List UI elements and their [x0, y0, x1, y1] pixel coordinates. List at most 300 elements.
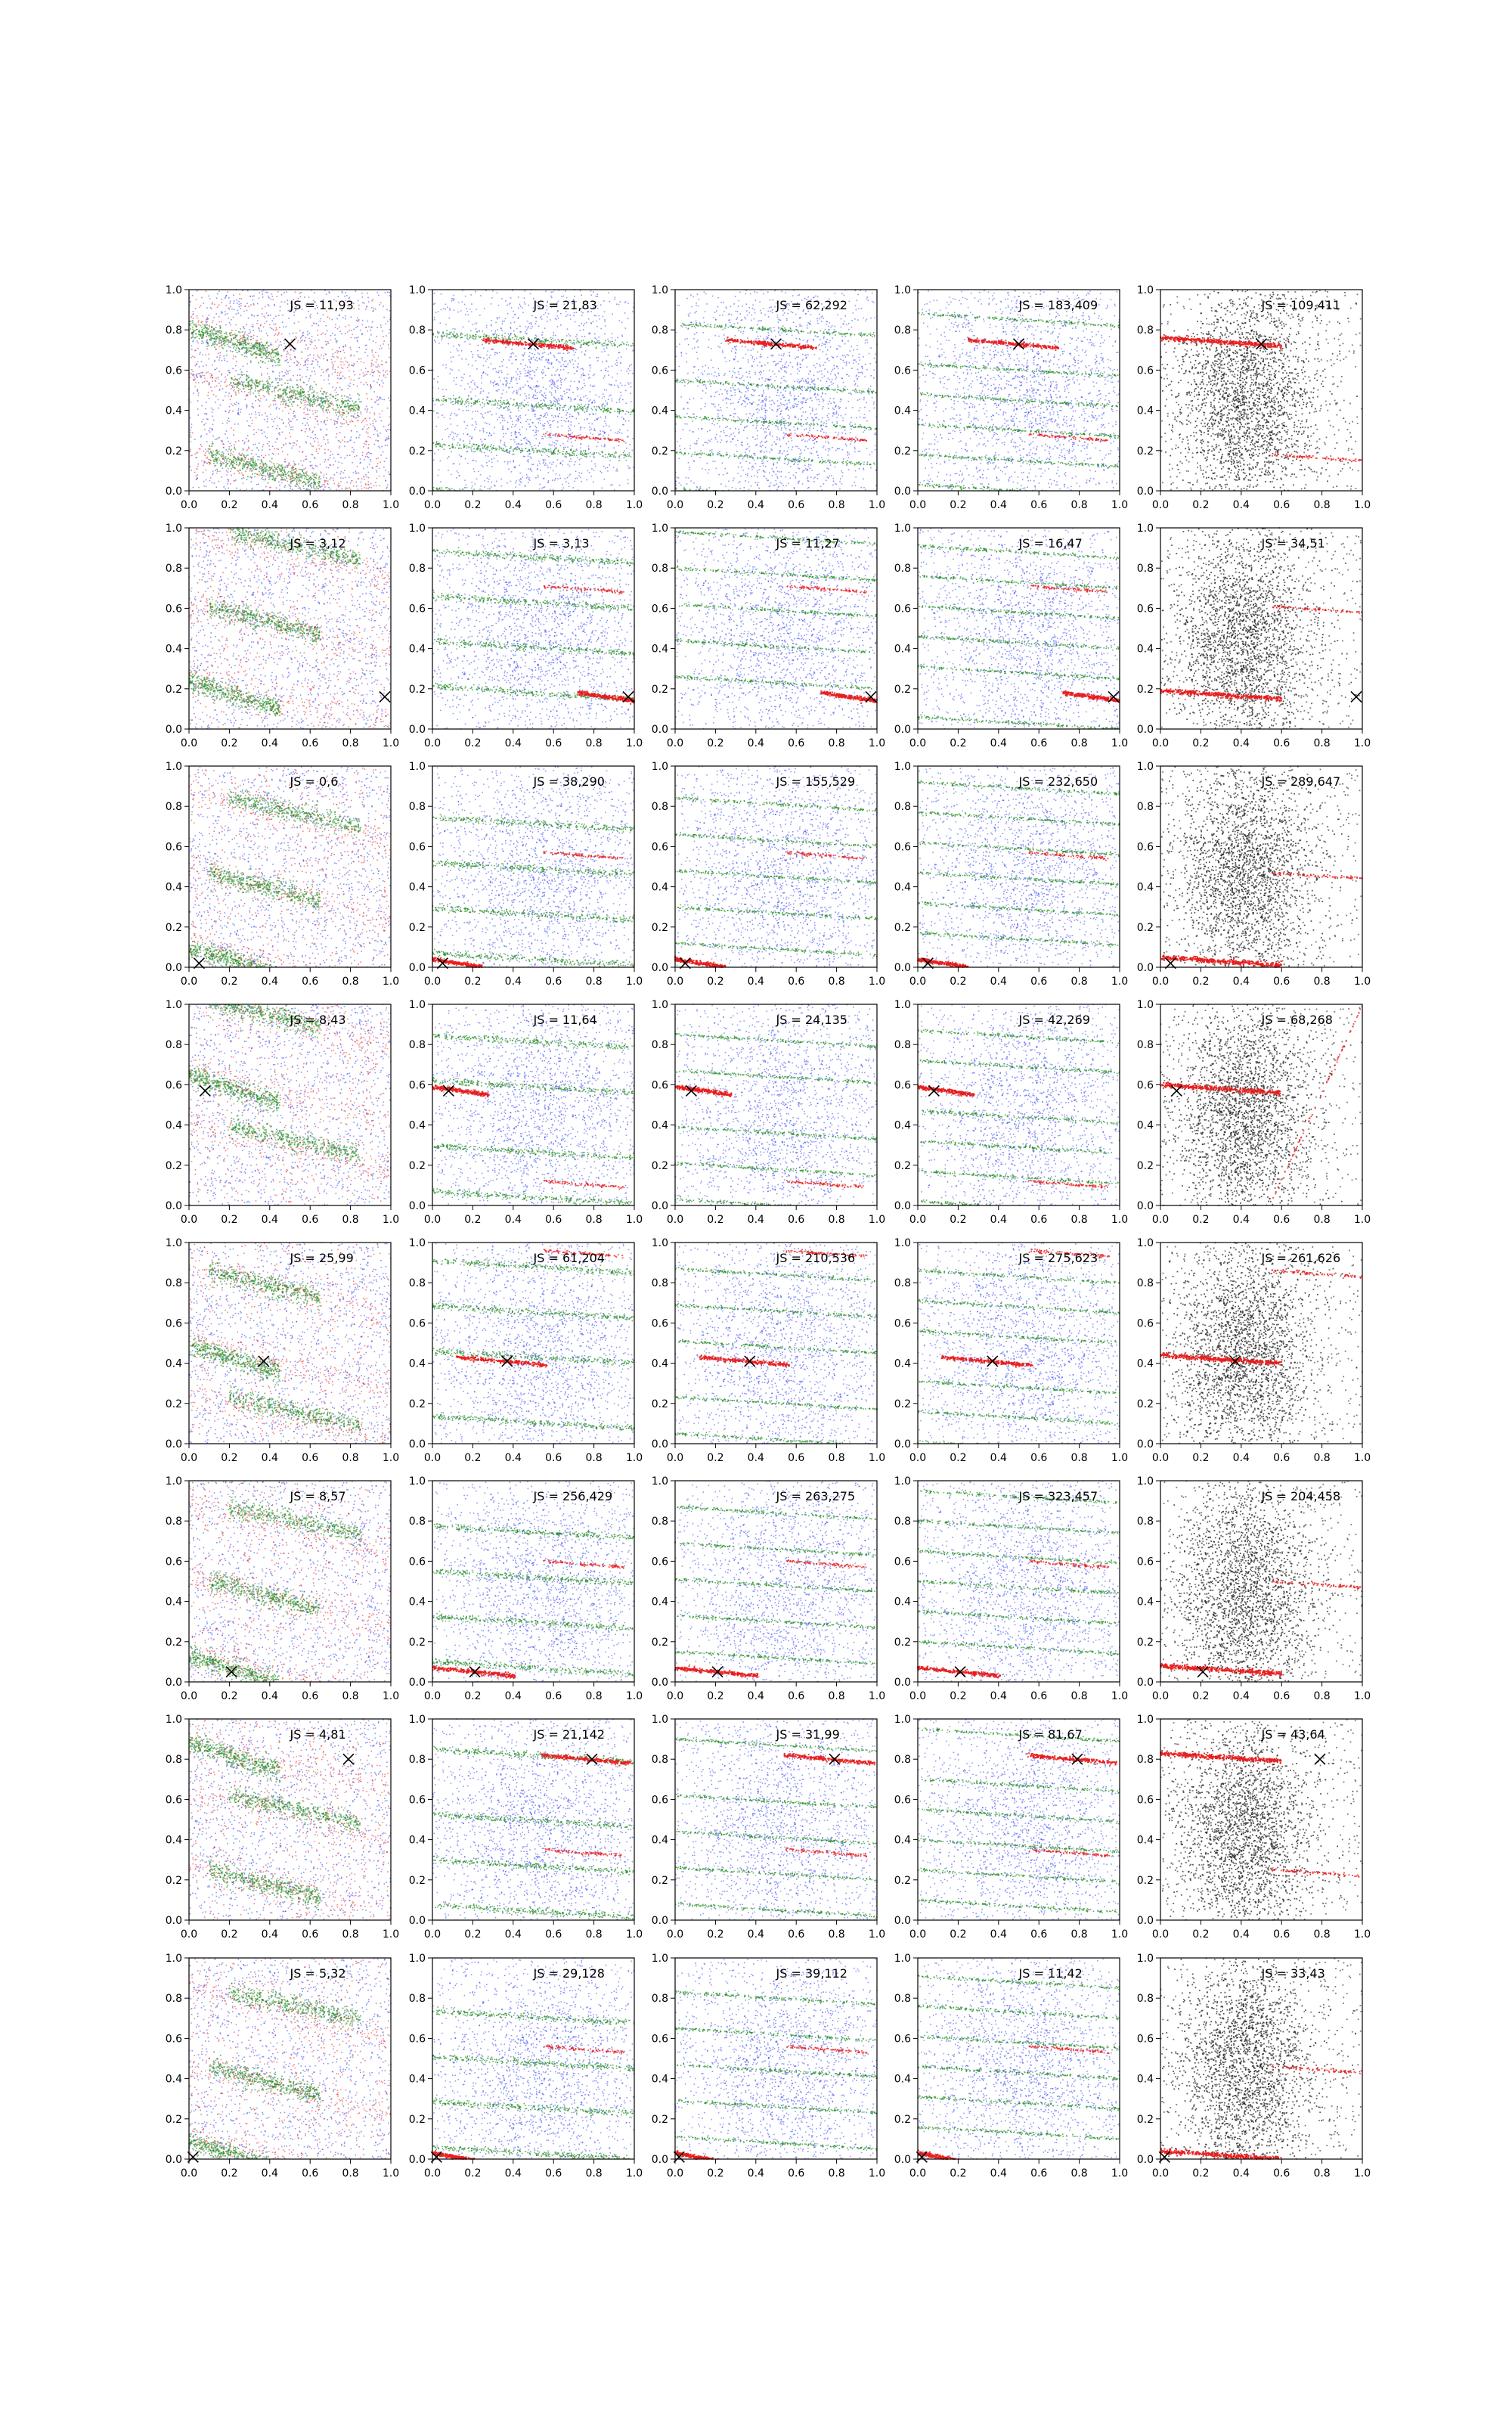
y-tick-label: 0.0 — [894, 962, 911, 974]
y-tick-label: 0.8 — [652, 1516, 668, 1528]
y-tick-label: 0.2 — [409, 1637, 426, 1649]
scatter-points — [674, 1242, 878, 1444]
y-tick-label: 1.0 — [166, 761, 182, 773]
y-tick-label: 0.8 — [166, 1277, 182, 1289]
x-tick-label: 0.2 — [1192, 1690, 1209, 1702]
scatter-points — [432, 1957, 634, 2160]
x-tick-label: 0.6 — [788, 976, 804, 988]
js-annotation: JS = 11,93 — [290, 298, 354, 312]
y-tick-label: 0.4 — [166, 644, 182, 656]
y-tick-label: 0.2 — [409, 445, 426, 458]
y-tick-label: 1.0 — [409, 284, 426, 296]
x-tick-label: 0.8 — [1070, 499, 1087, 511]
js-annotation: JS = 4,81 — [290, 1727, 346, 1742]
y-tick-label: 0.0 — [409, 2154, 426, 2166]
y-tick-label: 0.2 — [652, 1398, 668, 1410]
y-tick-label: 0.6 — [409, 841, 426, 853]
subplot-r4-c3 — [630, 995, 886, 1239]
y-tick-label: 1.0 — [409, 999, 426, 1011]
y-tick-label: 0.8 — [409, 1039, 426, 1051]
x-tick-label: 0.6 — [545, 499, 562, 511]
y-tick-label: 0.4 — [1137, 1835, 1154, 1847]
js-annotation: JS = 155,529 — [776, 774, 856, 789]
x-tick-label: 1.0 — [626, 2167, 643, 2180]
x-tick-label: 0.4 — [262, 499, 278, 511]
subplot-svg — [630, 1710, 886, 1953]
x-tick-label: 0.2 — [464, 1690, 481, 1702]
y-tick-label: 0.6 — [166, 1794, 182, 1806]
y-tick-label: 0.2 — [1137, 1637, 1154, 1649]
x-tick-label: 0.2 — [1192, 1452, 1209, 1464]
y-tick-label: 0.6 — [166, 365, 182, 377]
y-tick-label: 0.4 — [409, 2074, 426, 2086]
scatter-points — [675, 290, 878, 492]
scatter-points — [917, 1958, 1120, 2161]
subplot-svg — [630, 1233, 886, 1477]
y-tick-label: 1.0 — [894, 284, 911, 296]
subplot-svg — [1115, 995, 1371, 1239]
x-tick-label: 0.0 — [909, 737, 926, 749]
x-tick-label: 0.6 — [1030, 1928, 1047, 1941]
js-annotation: JS = 275,623 — [1018, 1251, 1098, 1265]
subplot-r1-c3 — [630, 281, 886, 524]
x-tick-label: 0.2 — [221, 976, 237, 988]
y-tick-label: 1.0 — [894, 1714, 911, 1726]
x-tick-label: 0.6 — [1273, 1214, 1290, 1226]
axes-frame — [918, 1958, 1120, 2159]
y-tick-label: 0.8 — [652, 1993, 668, 2005]
y-tick-label: 1.0 — [894, 999, 911, 1011]
subplot-svg — [1115, 519, 1371, 762]
x-tick-label: 0.4 — [262, 2167, 278, 2180]
y-tick-label: 1.0 — [652, 1475, 668, 1488]
y-tick-label: 1.0 — [894, 1237, 911, 1249]
y-tick-label: 0.4 — [894, 644, 911, 656]
y-tick-label: 1.0 — [652, 999, 668, 1011]
x-tick-label: 0.6 — [1273, 1452, 1290, 1464]
x-tick-label: 0.4 — [262, 1214, 278, 1226]
x-tick-label: 0.8 — [1070, 2167, 1087, 2180]
y-tick-label: 1.0 — [1137, 1953, 1154, 1965]
y-tick-label: 0.4 — [166, 882, 182, 894]
y-tick-label: 0.2 — [894, 445, 911, 458]
x-tick-label: 1.0 — [626, 1690, 643, 1702]
x-tick-label: 1.0 — [383, 499, 399, 511]
y-tick-label: 1.0 — [1137, 284, 1154, 296]
y-tick-label: 0.6 — [409, 603, 426, 615]
y-tick-label: 0.4 — [166, 405, 182, 417]
y-tick-label: 0.6 — [409, 1317, 426, 1329]
y-tick-label: 0.8 — [409, 1277, 426, 1289]
y-tick-label: 0.2 — [166, 445, 182, 458]
x-tick-label: 0.8 — [342, 1690, 358, 1702]
x-tick-label: 0.0 — [424, 2167, 441, 2180]
y-tick-label: 0.2 — [166, 1160, 182, 1172]
y-tick-label: 0.6 — [409, 1556, 426, 1568]
y-tick-label: 1.0 — [409, 523, 426, 535]
axes-frame — [432, 766, 634, 967]
subplot-svg — [630, 757, 886, 1001]
x-tick-label: 0.4 — [748, 1214, 764, 1226]
y-tick-label: 0.4 — [166, 1120, 182, 1132]
x-tick-label: 0.2 — [464, 737, 481, 749]
x-tick-label: 0.6 — [302, 1928, 318, 1941]
y-tick-label: 1.0 — [894, 1953, 911, 1965]
js-annotation: JS = 3,12 — [290, 536, 346, 551]
scatter-points — [917, 290, 1120, 492]
js-annotation: JS = 109,411 — [1261, 298, 1341, 312]
y-tick-label: 1.0 — [652, 284, 668, 296]
scatter-points — [188, 766, 391, 968]
x-tick-label: 0.0 — [181, 499, 197, 511]
y-tick-label: 0.2 — [1137, 1398, 1154, 1410]
subplot-svg — [1115, 757, 1371, 1001]
x-tick-label: 1.0 — [383, 1452, 399, 1464]
x-tick-label: 0.2 — [707, 1214, 723, 1226]
y-tick-label: 0.0 — [652, 2154, 668, 2166]
x-tick-label: 0.0 — [667, 737, 683, 749]
x-tick-label: 0.4 — [505, 976, 522, 988]
y-tick-label: 0.4 — [652, 1596, 668, 1609]
y-tick-label: 1.0 — [166, 1953, 182, 1965]
x-tick-label: 0.0 — [667, 1214, 683, 1226]
y-tick-label: 0.8 — [409, 324, 426, 337]
scatter-points — [432, 289, 634, 492]
axes-frame — [1160, 766, 1362, 967]
y-tick-label: 0.0 — [1137, 1915, 1154, 1927]
js-annotation: JS = 3,13 — [533, 536, 590, 551]
y-tick-label: 0.8 — [166, 563, 182, 575]
subplot-r5-c3 — [630, 1233, 886, 1477]
x-tick-label: 0.0 — [181, 1214, 197, 1226]
y-tick-label: 0.0 — [1137, 962, 1154, 974]
x-tick-label: 0.6 — [545, 1690, 562, 1702]
y-tick-label: 0.0 — [894, 1915, 911, 1927]
x-tick-label: 0.6 — [788, 1928, 804, 1941]
x-tick-label: 0.8 — [585, 976, 602, 988]
y-tick-label: 0.6 — [652, 841, 668, 853]
y-tick-label: 0.4 — [1137, 1596, 1154, 1609]
y-tick-label: 0.6 — [166, 1317, 182, 1329]
y-tick-label: 0.8 — [894, 1516, 911, 1528]
y-tick-label: 0.0 — [1137, 1200, 1154, 1212]
y-tick-label: 0.8 — [894, 324, 911, 337]
x-tick-label: 0.8 — [342, 1928, 358, 1941]
scatter-points — [917, 1719, 1120, 1921]
y-tick-label: 1.0 — [1137, 761, 1154, 773]
y-tick-label: 0.8 — [894, 801, 911, 813]
x-tick-label: 0.4 — [262, 737, 278, 749]
y-tick-label: 0.8 — [166, 801, 182, 813]
x-tick-label: 0.4 — [748, 1452, 764, 1464]
x-tick-label: 1.0 — [1354, 1690, 1371, 1702]
y-tick-label: 0.8 — [166, 324, 182, 337]
y-tick-label: 0.0 — [894, 1677, 911, 1689]
y-tick-label: 0.4 — [166, 1596, 182, 1609]
subplot-r3-c5 — [1115, 757, 1371, 1001]
y-tick-label: 1.0 — [409, 761, 426, 773]
subplot-svg — [144, 1233, 400, 1477]
subplot-svg — [872, 1472, 1129, 1715]
x-tick-label: 0.2 — [464, 1452, 481, 1464]
x-tick-label: 0.6 — [302, 2167, 318, 2180]
subplot-svg — [387, 281, 643, 524]
y-tick-label: 0.6 — [652, 1794, 668, 1806]
js-annotation: JS = 261,626 — [1261, 1251, 1341, 1265]
x-tick-label: 0.2 — [464, 2167, 481, 2180]
x-marker — [1315, 1754, 1325, 1764]
y-tick-label: 0.4 — [1137, 405, 1154, 417]
y-tick-label: 0.6 — [166, 603, 182, 615]
x-tick-label: 0.0 — [424, 737, 441, 749]
js-annotation: JS = 183,409 — [1018, 298, 1098, 312]
x-tick-label: 0.8 — [1070, 1452, 1087, 1464]
x-tick-label: 0.0 — [909, 499, 926, 511]
y-tick-label: 0.2 — [166, 1398, 182, 1410]
scatter-points — [188, 1958, 392, 2160]
x-tick-label: 1.0 — [1111, 976, 1128, 988]
x-tick-label: 0.6 — [545, 737, 562, 749]
y-tick-label: 0.8 — [1137, 1039, 1154, 1051]
x-tick-label: 0.4 — [505, 737, 522, 749]
x-tick-label: 0.0 — [1152, 1690, 1169, 1702]
x-tick-label: 1.0 — [869, 1690, 885, 1702]
x-tick-label: 0.4 — [990, 1928, 1007, 1941]
x-tick-label: 1.0 — [383, 1928, 399, 1941]
x-tick-label: 0.0 — [667, 2167, 683, 2180]
js-annotation: JS = 25,99 — [290, 1251, 354, 1265]
subplot-svg — [144, 1710, 400, 1953]
x-tick-label: 0.8 — [1313, 1928, 1330, 1941]
y-tick-label: 0.0 — [894, 724, 911, 736]
y-tick-label: 0.2 — [652, 2114, 668, 2126]
x-tick-label: 0.0 — [909, 1214, 926, 1226]
x-tick-label: 0.8 — [585, 499, 602, 511]
x-tick-label: 1.0 — [869, 1452, 885, 1464]
y-tick-label: 0.4 — [652, 1120, 668, 1132]
subplot-svg — [387, 1949, 643, 2192]
y-tick-label: 0.6 — [409, 1079, 426, 1091]
y-tick-label: 0.8 — [1137, 1516, 1154, 1528]
y-tick-label: 0.6 — [894, 1794, 911, 1806]
js-annotation: JS = 8,43 — [290, 1013, 346, 1027]
x-tick-label: 0.4 — [1233, 737, 1250, 749]
y-tick-label: 0.8 — [409, 1516, 426, 1528]
x-tick-label: 0.8 — [1070, 1690, 1087, 1702]
y-tick-label: 0.2 — [652, 1637, 668, 1649]
y-tick-label: 0.0 — [652, 962, 668, 974]
js-annotation: JS = 43,64 — [1261, 1727, 1325, 1742]
x-tick-label: 0.2 — [464, 1928, 481, 1941]
x-tick-label: 0.8 — [1313, 1690, 1330, 1702]
scatter-points — [675, 1719, 878, 1921]
y-tick-label: 0.2 — [894, 2114, 911, 2126]
y-tick-label: 1.0 — [409, 1475, 426, 1488]
x-tick-label: 0.6 — [1273, 737, 1290, 749]
y-tick-label: 0.4 — [409, 1596, 426, 1609]
x-tick-label: 1.0 — [383, 737, 399, 749]
x-tick-label: 0.4 — [990, 976, 1007, 988]
x-tick-label: 0.0 — [667, 1690, 683, 1702]
x-tick-label: 0.2 — [707, 1690, 723, 1702]
x-tick-label: 0.0 — [909, 2167, 926, 2180]
y-tick-label: 0.0 — [166, 1200, 182, 1212]
y-tick-label: 0.6 — [166, 1556, 182, 1568]
y-tick-label: 0.4 — [1137, 882, 1154, 894]
js-annotation: JS = 42,269 — [1018, 1013, 1090, 1027]
subplot-svg — [630, 281, 886, 524]
x-tick-label: 0.6 — [302, 1214, 318, 1226]
y-tick-label: 0.8 — [1137, 324, 1154, 337]
y-tick-label: 0.0 — [409, 1915, 426, 1927]
subplot-r3-c4 — [872, 757, 1129, 1001]
x-tick-label: 1.0 — [1354, 2167, 1371, 2180]
x-tick-label: 0.8 — [585, 1452, 602, 1464]
y-tick-label: 0.4 — [894, 1835, 911, 1847]
subplot-svg — [872, 1710, 1129, 1953]
x-tick-label: 0.6 — [1030, 2167, 1047, 2180]
y-tick-label: 0.8 — [166, 1516, 182, 1528]
scatter-points — [917, 1480, 1120, 1682]
y-tick-label: 0.8 — [652, 801, 668, 813]
x-tick-label: 0.6 — [788, 737, 804, 749]
js-annotation: JS = 24,135 — [776, 1013, 847, 1027]
x-tick-label: 0.0 — [181, 1452, 197, 1464]
y-tick-label: 0.8 — [1137, 1754, 1154, 1766]
scatter-points — [917, 765, 1120, 968]
y-tick-label: 0.8 — [894, 1277, 911, 1289]
x-tick-label: 0.8 — [828, 499, 844, 511]
x-tick-label: 0.0 — [667, 1452, 683, 1464]
x-tick-label: 0.2 — [1192, 499, 1209, 511]
js-annotation: JS = 62,292 — [776, 298, 847, 312]
x-tick-label: 0.0 — [181, 1928, 197, 1941]
js-annotation: JS = 29,128 — [533, 1966, 605, 1981]
subplot-r3-c3 — [630, 757, 886, 1001]
scatter-points — [432, 1481, 634, 1683]
js-annotation: JS = 210,536 — [776, 1251, 856, 1265]
x-tick-label: 1.0 — [869, 2167, 885, 2180]
y-tick-label: 0.6 — [409, 365, 426, 377]
subplot-r6-c5 — [1115, 1472, 1371, 1715]
subplot-svg — [872, 1949, 1129, 2192]
axes-frame — [675, 1719, 877, 1920]
y-tick-label: 0.0 — [166, 1677, 182, 1689]
subplot-r2-c1 — [144, 519, 400, 762]
y-tick-label: 1.0 — [166, 1714, 182, 1726]
scatter-points — [432, 1004, 635, 1206]
scatter-points — [917, 1004, 1120, 1206]
x-tick-label: 0.4 — [748, 499, 764, 511]
scatter-points — [1160, 1242, 1363, 1444]
subplot-svg — [630, 995, 886, 1239]
axes-frame — [432, 1958, 634, 2159]
subplot-r5-c4 — [872, 1233, 1129, 1477]
y-tick-label: 0.0 — [166, 962, 182, 974]
y-tick-label: 0.2 — [409, 684, 426, 696]
subplot-r7-c1 — [144, 1710, 400, 1953]
subplot-svg — [387, 1233, 643, 1477]
x-marker — [285, 339, 296, 349]
scatter-points — [188, 1718, 392, 1921]
x-tick-label: 0.0 — [909, 1452, 926, 1464]
y-tick-label: 0.0 — [409, 962, 426, 974]
x-tick-label: 0.4 — [505, 1690, 522, 1702]
x-tick-label: 1.0 — [1111, 2167, 1128, 2180]
x-tick-label: 0.4 — [748, 737, 764, 749]
x-tick-label: 0.8 — [585, 2167, 602, 2180]
y-tick-label: 1.0 — [1137, 1714, 1154, 1726]
y-tick-label: 0.0 — [166, 1438, 182, 1450]
subplot-r7-c4 — [872, 1710, 1129, 1953]
axes-frame — [1160, 290, 1362, 491]
y-tick-label: 0.4 — [894, 1596, 911, 1609]
y-tick-label: 0.6 — [166, 1079, 182, 1091]
x-tick-label: 0.6 — [1030, 1214, 1047, 1226]
x-tick-label: 0.6 — [1030, 1452, 1047, 1464]
y-tick-label: 0.8 — [1137, 563, 1154, 575]
x-tick-label: 0.8 — [342, 737, 358, 749]
x-tick-label: 0.6 — [302, 737, 318, 749]
y-tick-label: 0.2 — [1137, 1160, 1154, 1172]
subplot-r4-c5 — [1115, 995, 1371, 1239]
x-tick-label: 0.4 — [1233, 1928, 1250, 1941]
x-tick-label: 0.0 — [1152, 1452, 1169, 1464]
y-tick-label: 0.2 — [409, 922, 426, 934]
y-tick-label: 0.0 — [1137, 1677, 1154, 1689]
x-tick-label: 0.8 — [828, 1214, 844, 1226]
x-tick-label: 1.0 — [869, 737, 885, 749]
y-tick-label: 1.0 — [409, 1953, 426, 1965]
js-annotation: JS = 11,64 — [533, 1013, 597, 1027]
y-tick-label: 0.0 — [409, 1677, 426, 1689]
subplot-svg — [387, 1710, 643, 1953]
x-tick-label: 0.8 — [828, 1928, 844, 1941]
x-tick-label: 0.0 — [424, 1690, 441, 1702]
x-tick-label: 1.0 — [869, 976, 885, 988]
y-tick-label: 0.8 — [652, 324, 668, 337]
y-tick-label: 0.4 — [409, 882, 426, 894]
y-tick-label: 1.0 — [409, 1714, 426, 1726]
y-tick-label: 0.2 — [652, 445, 668, 458]
js-annotation: JS = 39,112 — [776, 1966, 847, 1981]
y-tick-label: 0.6 — [1137, 1079, 1154, 1091]
y-tick-label: 1.0 — [166, 523, 182, 535]
axes-frame — [675, 766, 877, 967]
y-tick-label: 0.4 — [409, 1358, 426, 1370]
x-tick-label: 0.4 — [990, 2167, 1007, 2180]
x-tick-label: 0.2 — [464, 976, 481, 988]
y-tick-label: 0.4 — [166, 1835, 182, 1847]
y-tick-label: 0.6 — [894, 1317, 911, 1329]
y-tick-label: 0.2 — [409, 2114, 426, 2126]
subplot-svg — [1115, 1472, 1371, 1715]
y-tick-label: 1.0 — [166, 999, 182, 1011]
subplot-r8-c1 — [144, 1949, 400, 2192]
y-tick-label: 0.2 — [894, 922, 911, 934]
x-tick-label: 0.6 — [1273, 499, 1290, 511]
x-tick-label: 0.8 — [828, 1690, 844, 1702]
js-annotation: JS = 16,47 — [1018, 536, 1083, 551]
y-tick-label: 0.4 — [652, 2074, 668, 2086]
y-tick-label: 0.2 — [166, 2114, 182, 2126]
y-tick-label: 0.4 — [1137, 644, 1154, 656]
y-tick-label: 0.2 — [894, 1875, 911, 1887]
y-tick-label: 0.2 — [894, 1160, 911, 1172]
scatter-points — [917, 528, 1120, 730]
x-tick-label: 0.2 — [221, 1690, 237, 1702]
js-annotation: JS = 263,275 — [776, 1489, 856, 1503]
